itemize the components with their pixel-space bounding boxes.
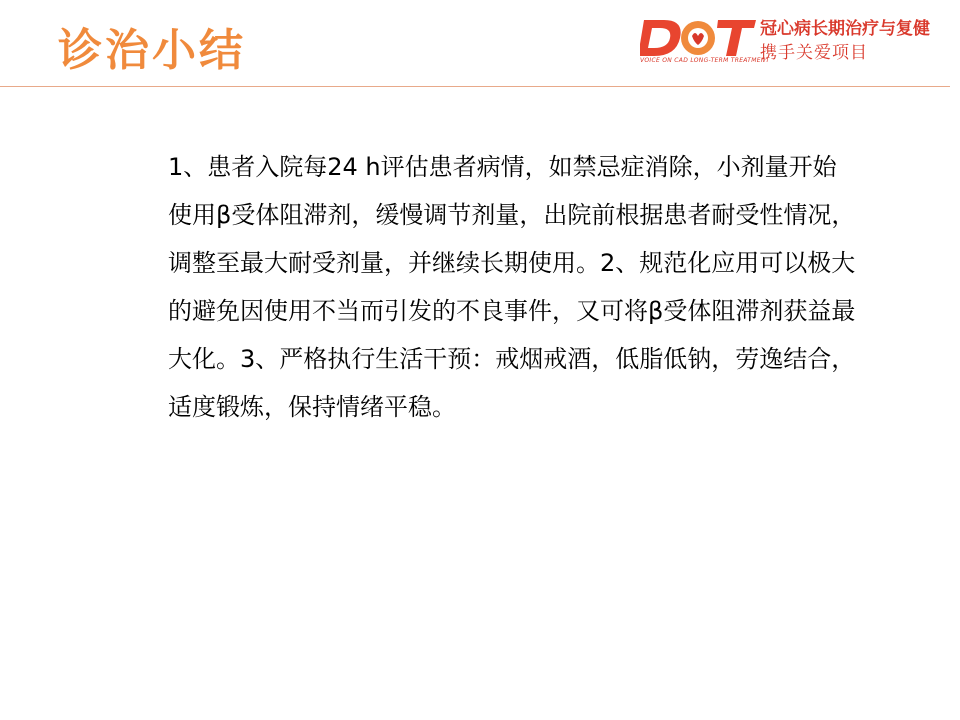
dot-logo — [640, 14, 955, 70]
logo-subtitle: VOICE ON CAD LONG-TERM TREATMENT — [640, 57, 770, 64]
title-divider — [0, 86, 950, 87]
summary-body-text: 1、患者入院每24 h评估患者病情，如禁忌症消除，小剂量开始使用β受体阻滞剂，缓慢调节剂量，出院前根据患者耐受性情况，调整至最大耐受剂量，并继续长期使用。2、规范化应用可以极大的避免因使用不当而引发的不良事件，又可将β受体阻滞剂获益最大化。3、严格执行生活干预：戒烟戒酒，低脂低钠，劳逸结合，适度锻炼，保持情绪平稳。 — [168, 153, 856, 421]
logo-tagline-primary: 冠心病长期治疗与复健 — [760, 19, 930, 39]
slide-title: 诊治小结 — [58, 25, 246, 76]
logo-tagline-secondary: 携手关爱项目 — [760, 43, 868, 63]
